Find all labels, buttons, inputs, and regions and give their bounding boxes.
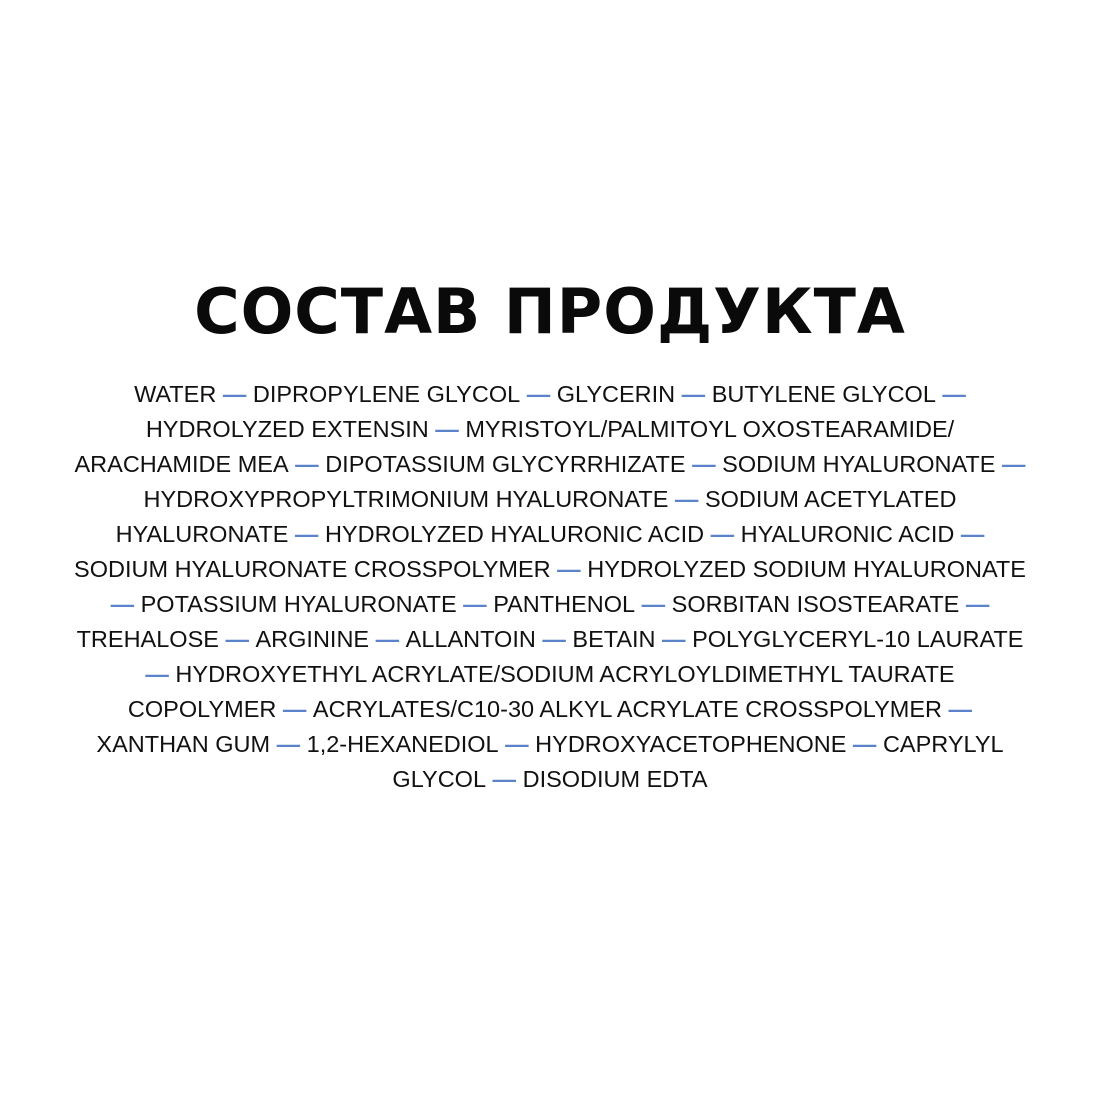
separator-dash: —	[995, 451, 1026, 477]
ingredient-item: ACRYLATES/C10-30 ALKYL ACRYLATE CROSSPOLYMER	[312, 696, 943, 722]
separator-dash: —	[369, 626, 406, 652]
ingredient-item: PANTHENOL	[493, 591, 636, 617]
separator-dash: —	[535, 626, 573, 652]
separator-dash: —	[655, 626, 693, 652]
ingredient-item: HYDROXYPROPYLTRIMONIUM HYALURONATE	[143, 486, 669, 512]
ingredient-item: ALLANTOIN	[405, 626, 536, 652]
ingredient-item: SODIUM HYALURONATE	[722, 451, 996, 477]
separator-dash: —	[498, 731, 536, 757]
separator-dash: —	[145, 661, 176, 687]
page-title: СОСТАВ ПРОДУКТА	[194, 275, 906, 348]
separator-dash: —	[550, 556, 588, 582]
ingredient-item: GLYCERIN	[556, 381, 676, 407]
separator-dash: —	[668, 486, 705, 512]
separator-dash: —	[520, 381, 557, 407]
ingredient-item: POLYGLYCERYL-10 LAURATE	[692, 626, 1024, 652]
separator-dash: —	[428, 416, 466, 442]
ingredient-item: XANTHAN GUM	[96, 731, 271, 757]
ingredient-item: HYALURONIC ACID	[740, 521, 955, 547]
separator-dash: —	[954, 521, 985, 547]
ingredient-item: BETAIN	[572, 626, 656, 652]
ingredient-item: HYDROLYZED HYALURONIC ACID	[324, 521, 705, 547]
ingredient-item: SODIUM HYALURONATE CROSSPOLYMER	[74, 556, 551, 582]
separator-dash: —	[942, 696, 973, 722]
separator-dash: —	[218, 626, 256, 652]
ingredient-item: WATER	[134, 381, 217, 407]
separator-dash: —	[635, 591, 672, 617]
ingredient-item: POTASSIUM HYALURONATE	[140, 591, 457, 617]
ingredient-item: SODIUM ACETYLATED HYALURONATE	[115, 486, 957, 547]
separator-dash: —	[288, 451, 326, 477]
ingredient-item: HYDROXYACETOPHENONE	[535, 731, 847, 757]
ingredient-item: HYDROLYZED SODIUM HYALURONATE	[587, 556, 1026, 582]
separator-dash: —	[216, 381, 253, 407]
separator-dash: —	[935, 381, 966, 407]
ingredient-item: HYDROXYETHYL ACRYLATE/SODIUM ACRYLOYLDIMETHYL TAURATE COPOLYMER	[127, 661, 955, 722]
ingredient-item: DIPOTASSIUM GLYCYRRHIZATE	[325, 451, 686, 477]
separator-dash: —	[675, 381, 712, 407]
ingredient-item: BUTYLENE GLYCOL	[711, 381, 936, 407]
ingredient-item: MYRISTOYL/PALMITOYL OXOSTEARAMIDE/ ARACHAMIDE MEA	[74, 416, 955, 477]
ingredient-item: CAPRYLYL GLYCOL	[392, 731, 1004, 792]
separator-dash: —	[704, 521, 741, 547]
ingredient-item: SORBITAN ISOSTEARATE	[671, 591, 960, 617]
separator-dash: —	[110, 591, 141, 617]
ingredient-item: 1,2-HEXANEDIOL	[306, 731, 499, 757]
ingredient-item: ARGININE	[255, 626, 370, 652]
separator-dash: —	[456, 591, 494, 617]
ingredient-item: DIPROPYLENE GLYCOL	[252, 381, 521, 407]
separator-dash: —	[685, 451, 723, 477]
separator-dash: —	[288, 521, 325, 547]
ingredients-list	[70, 377, 1030, 797]
separator-dash: —	[486, 766, 523, 792]
separator-dash: —	[846, 731, 883, 757]
separator-dash: —	[270, 731, 307, 757]
separator-dash: —	[276, 696, 313, 722]
ingredient-item: HYDROLYZED EXTENSIN	[145, 416, 429, 442]
separator-dash: —	[959, 591, 990, 617]
ingredient-item: DISODIUM EDTA	[522, 766, 708, 792]
ingredient-item: TREHALOSE	[76, 626, 219, 652]
